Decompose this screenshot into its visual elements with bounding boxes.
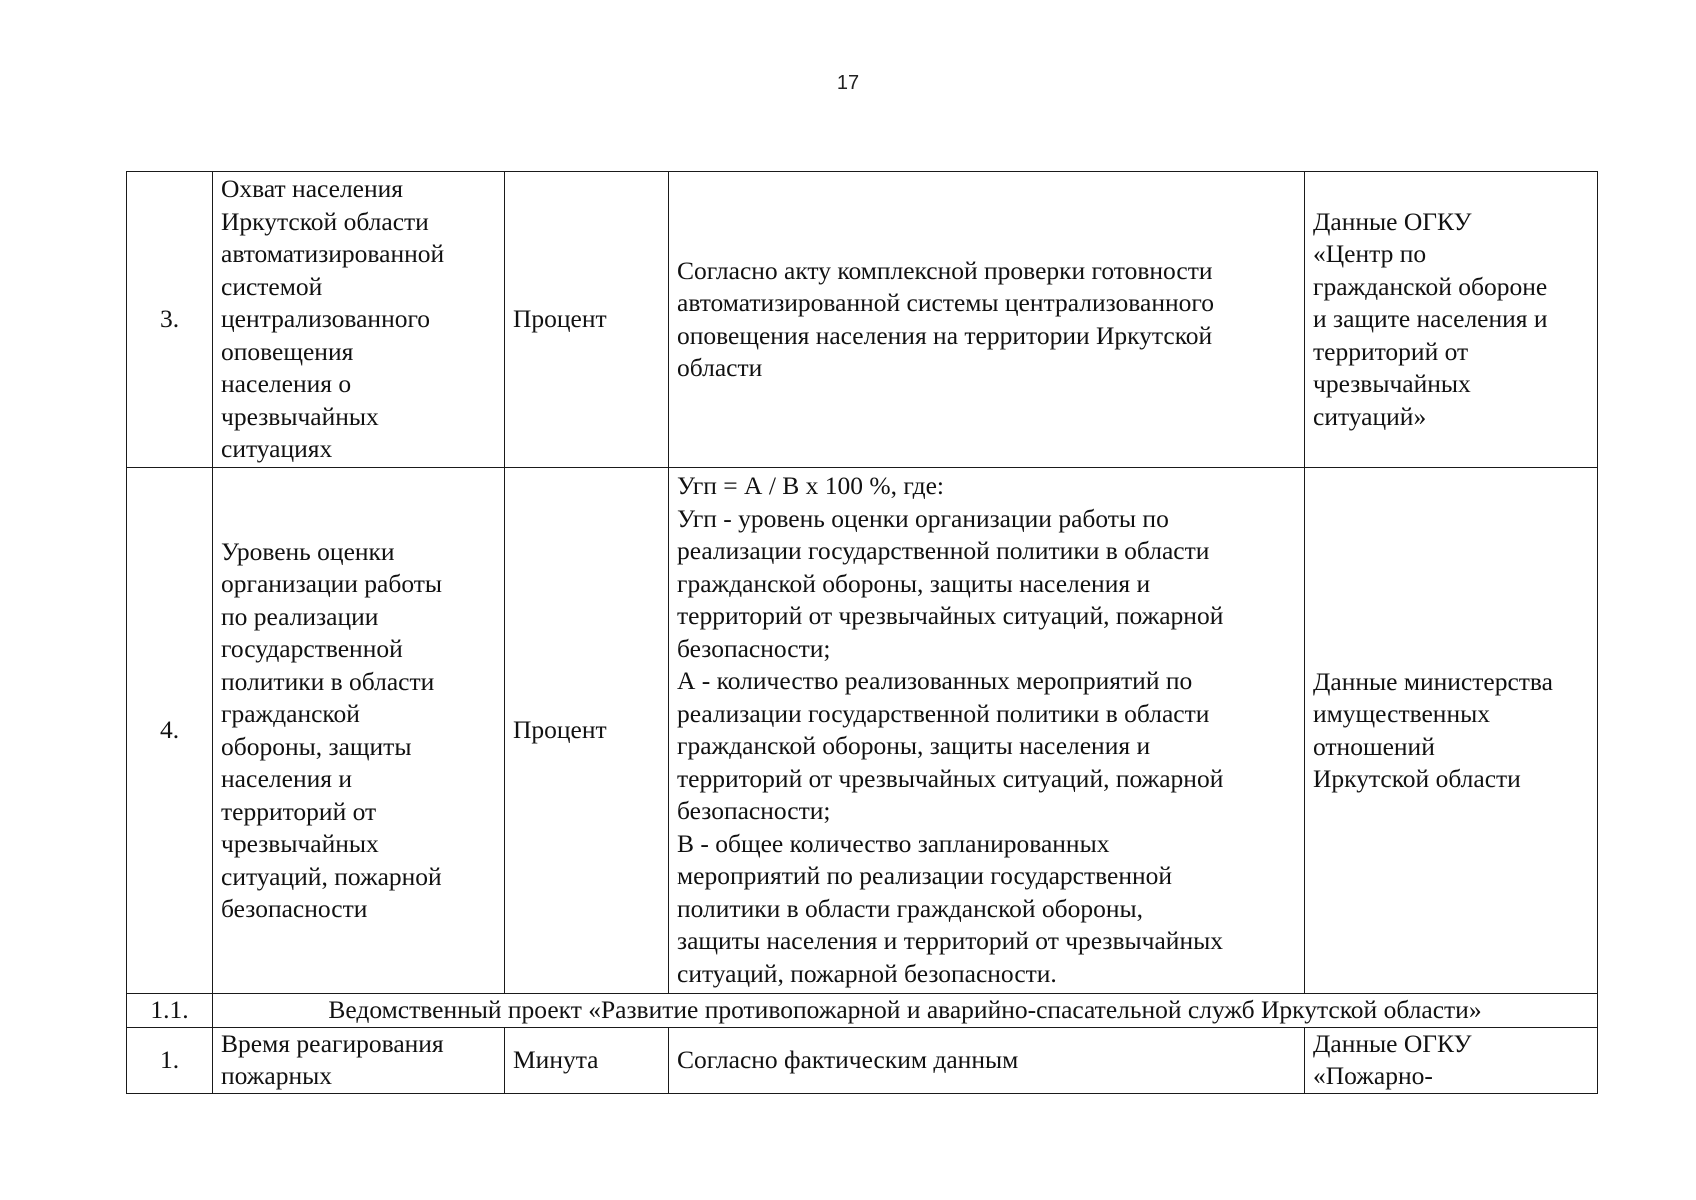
source-line: территорий от: [1313, 336, 1469, 366]
method-line: ситуаций, пожарной безопасности.: [677, 958, 1057, 988]
source-line: Данные ОГКУ: [1313, 1028, 1472, 1058]
method-line: Согласно акту комплексной проверки готовности: [677, 255, 1213, 285]
source-cell: [1305, 172, 1598, 468]
method-line: Угп - уровень оценки организации работы по: [677, 503, 1169, 533]
indicator-name-line: Охват населения: [221, 174, 404, 204]
indicator-name-line: государственной: [221, 634, 403, 663]
indicator-name-line: чрезвычайных: [221, 829, 379, 858]
method-cell: [669, 468, 1305, 994]
indicator-name-line: населения о: [221, 369, 352, 399]
method-cell: [669, 172, 1305, 468]
unit-cell: [505, 172, 669, 468]
method-line: мероприятий по реализации государственной: [677, 861, 1173, 890]
unit-cell: [505, 1027, 669, 1093]
formula-line: Угп = А / В х 100 %, где:: [677, 471, 944, 500]
indicator-name-line: централизованного: [221, 304, 431, 334]
section-number-cell: [127, 994, 213, 1028]
method-line: автоматизированной системы централизованного: [677, 288, 1214, 317]
row-number: 3.: [159, 304, 180, 334]
indicator-name-line: безопасности: [221, 894, 368, 923]
indicator-name-line: оповещения: [221, 336, 354, 366]
method-line: области: [677, 353, 763, 382]
method-line: оповещения населения на территории Иркутской: [677, 320, 1213, 350]
row-number: 1.: [159, 1044, 180, 1074]
method-line: гражданской обороны, защиты населения и: [677, 731, 1151, 760]
table-row: [127, 468, 1598, 994]
page-number: 17: [836, 72, 860, 94]
indicator-name-cell: [213, 468, 505, 994]
indicator-name-cell: [213, 1027, 505, 1093]
section-title-cell: [213, 994, 1598, 1028]
method-line: реализации государственной политики в области: [677, 698, 1210, 728]
method-line: территорий от чрезвычайных ситуаций, пожарной: [677, 601, 1224, 630]
indicator-name-line: пожарных: [221, 1061, 332, 1090]
source-line: имущественных: [1313, 699, 1490, 728]
indicators-table: [126, 171, 1598, 1094]
indicator-name-line: по реализации: [221, 601, 379, 631]
section-number: 1.1.: [150, 995, 189, 1024]
table-row: [127, 1027, 1598, 1093]
indicator-name-line: Время реагирования: [221, 1028, 444, 1058]
source-line: ситуаций»: [1313, 401, 1427, 431]
indicator-name-line: политики в области: [221, 666, 435, 696]
indicator-name-line: организации работы: [221, 569, 443, 598]
source-line: «Пожарно-: [1313, 1061, 1433, 1090]
indicator-name-line: Иркутской области: [221, 206, 429, 236]
indicator-name-line: обороны, защиты: [221, 731, 412, 761]
unit-label: Процент: [513, 304, 607, 334]
source-cell: [1305, 468, 1598, 994]
source-line: чрезвычайных: [1313, 369, 1471, 399]
row-number: 4.: [159, 715, 180, 745]
method-line: гражданской обороны, защиты населения и: [677, 568, 1151, 598]
method-line: политики в области гражданской обороны,: [677, 893, 1144, 923]
table-row: [127, 172, 1598, 468]
indicator-name-line: Уровень оценки: [221, 536, 395, 566]
source-line: гражданской обороне: [1313, 271, 1548, 301]
indicator-name-line: системой: [221, 271, 323, 301]
source-line: Иркутской области: [1313, 764, 1521, 793]
source-line: Данные министерства: [1313, 666, 1553, 696]
row-number-cell: [127, 172, 213, 468]
source-line: «Центр по: [1313, 239, 1427, 269]
row-number-cell: [127, 468, 213, 994]
indicator-name-line: населения и: [221, 764, 352, 793]
method-line: территорий от чрезвычайных ситуаций, пожарной: [677, 763, 1224, 793]
method-line: В - общее количество запланированных: [677, 828, 1110, 858]
indicator-name-line: территорий от: [221, 796, 377, 826]
source-line: и защите населения и: [1313, 304, 1548, 334]
section-row: [127, 994, 1598, 1028]
section-title: Ведомственный проект «Развитие противопожарной и аварийно-спасательной служб Иркутской области»: [328, 995, 1482, 1024]
method-line: А - количество реализованных мероприятий по: [677, 666, 1193, 695]
indicator-name-line: автоматизированной: [221, 239, 445, 269]
indicator-name-line: гражданской: [221, 699, 360, 728]
method-line: безопасности;: [677, 633, 831, 663]
row-number-cell: [127, 1027, 213, 1093]
method-line: реализации государственной политики в области: [677, 536, 1210, 565]
method-line: защиты населения и территорий от чрезвычайных: [677, 926, 1223, 955]
indicator-name-cell: [213, 172, 505, 468]
source-line: Данные ОГКУ: [1313, 206, 1472, 236]
unit-cell: [505, 468, 669, 994]
unit-label: Процент: [513, 715, 607, 745]
indicator-name-line: ситуаций, пожарной: [221, 861, 442, 891]
indicator-name-line: ситуациях: [221, 434, 333, 464]
method-text: Согласно фактическим данным: [677, 1044, 1019, 1074]
method-line: безопасности;: [677, 796, 831, 825]
source-line: отношений: [1313, 731, 1435, 761]
source-cell: [1305, 1027, 1598, 1093]
unit-label: Минута: [513, 1044, 599, 1074]
method-cell: [669, 1027, 1305, 1093]
indicator-name-line: чрезвычайных: [221, 401, 379, 431]
